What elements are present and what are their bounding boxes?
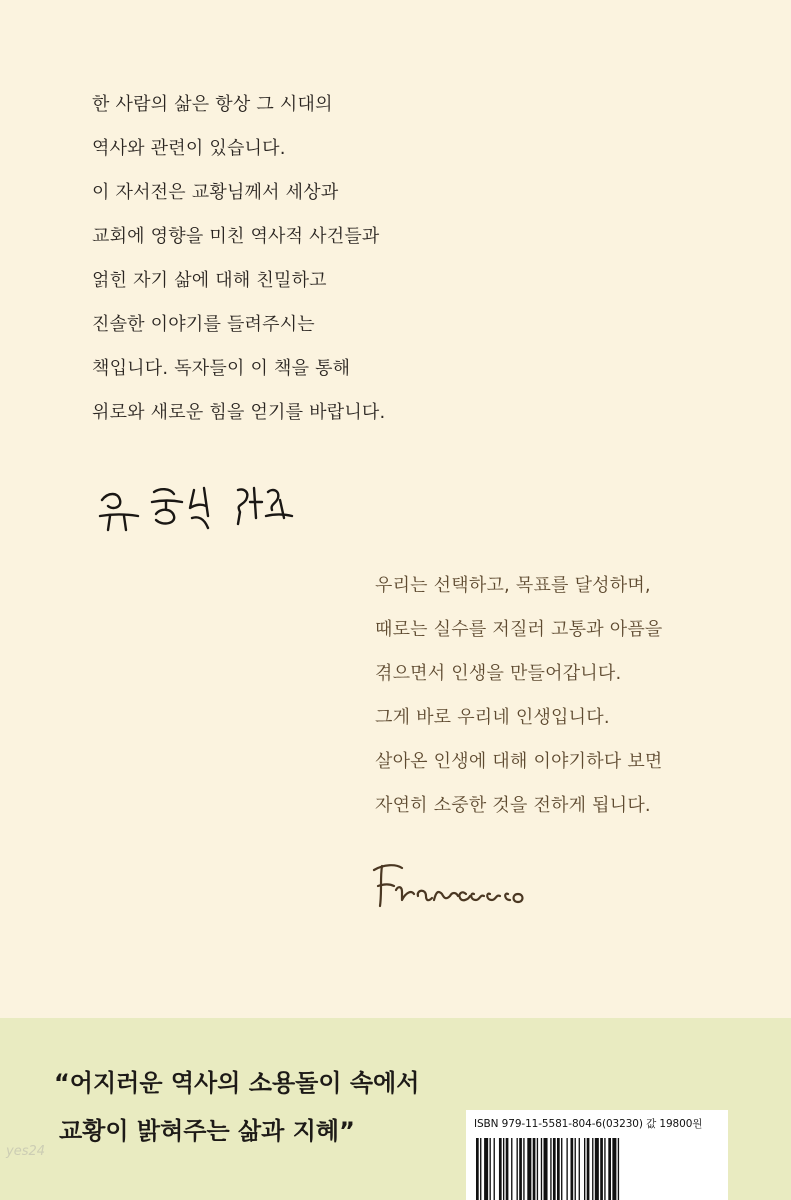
signature-yu-heung-sik <box>96 478 306 538</box>
barcode-bar <box>553 1138 556 1200</box>
quote-primary <box>92 92 385 444</box>
barcode-bar <box>550 1138 551 1200</box>
barcode-bar <box>618 1138 619 1200</box>
barcode-bar <box>566 1138 567 1200</box>
quote-primary-line: 진솔한 이야기를 들려주시는 <box>92 314 315 335</box>
barcode-bar <box>523 1138 524 1200</box>
barcode-bar <box>519 1138 522 1200</box>
quote-primary-line: 역사와 관련이 있습니다. <box>92 138 286 159</box>
barcode-bar <box>587 1138 590 1200</box>
quote-secondary-line: 우리는 선택하고, 목표를 달성하며, <box>375 575 651 596</box>
barcode-bar <box>612 1138 616 1200</box>
barcode-bar <box>511 1138 512 1200</box>
barcode-bar <box>592 1138 593 1200</box>
bottom-band <box>0 1018 791 1200</box>
headline-line-1: “어지러운 역사의 소용돌이 속에서 <box>54 1069 420 1097</box>
barcode-bar <box>499 1138 502 1200</box>
quote-secondary-line: 겪으면서 인생을 만들어갑니다. <box>375 663 622 684</box>
barcode-bar <box>557 1138 560 1200</box>
quote-secondary <box>375 573 663 837</box>
barcode-bar <box>533 1138 536 1200</box>
barcode-bar <box>575 1138 576 1200</box>
quote-primary-line: 책입니다. 독자들이 이 책을 통해 <box>92 358 351 379</box>
barcode-bar <box>600 1138 603 1200</box>
quote-secondary-line: 살아온 인생에 대해 이야기하다 보면 <box>375 751 663 772</box>
barcode-bar <box>506 1138 509 1200</box>
barcode-bar <box>584 1138 585 1200</box>
headline-line-2: 교황이 밝혀주는 삶과 지혜” <box>59 1117 355 1145</box>
barcode-bar <box>517 1138 518 1200</box>
headline-quote <box>54 1066 419 1162</box>
barcode-bar <box>544 1138 548 1200</box>
barcode-image <box>476 1138 718 1200</box>
quote-primary-line: 얽힌 자기 삶에 대해 친밀하고 <box>92 270 327 291</box>
barcode-bar <box>527 1138 531 1200</box>
quote-primary-line: 한 사람의 삶은 항상 그 시대의 <box>92 94 333 115</box>
barcode-bar <box>503 1138 504 1200</box>
barcode-bar <box>608 1138 611 1200</box>
watermark-logo: yes24 <box>6 1144 46 1159</box>
quote-secondary-line: 때로는 실수를 저질러 고통과 아픔을 <box>375 619 663 640</box>
barcode-bar <box>484 1138 488 1200</box>
quote-secondary-line: 자연히 소중한 것을 전하게 됩니다. <box>375 795 651 816</box>
barcode-bar <box>541 1138 542 1200</box>
quote-primary-line: 위로와 새로운 힘을 얻기를 바랍니다. <box>92 402 386 423</box>
barcode-bar <box>595 1138 599 1200</box>
barcode-bar <box>494 1138 495 1200</box>
signature-francesco <box>372 860 548 912</box>
barcode-bar <box>490 1138 491 1200</box>
isbn-barcode-box <box>466 1110 728 1200</box>
barcode-bar <box>537 1138 538 1200</box>
quote-primary-line: 이 자서전은 교황님께서 세상과 <box>92 182 339 203</box>
barcode-bar <box>480 1138 481 1200</box>
isbn-price-text: ISBN 979-11-5581-804-6(03230) 값 19800원 <box>474 1118 703 1130</box>
barcode-bar <box>604 1138 605 1200</box>
barcode-bar <box>571 1138 574 1200</box>
quote-secondary-line: 그게 바로 우리네 인생입니다. <box>375 707 610 728</box>
barcode-bar <box>476 1138 479 1200</box>
barcode-bar <box>579 1138 580 1200</box>
barcode-bar <box>561 1138 562 1200</box>
quote-primary-line: 교회에 영향을 미친 역사적 사건들과 <box>92 226 380 247</box>
